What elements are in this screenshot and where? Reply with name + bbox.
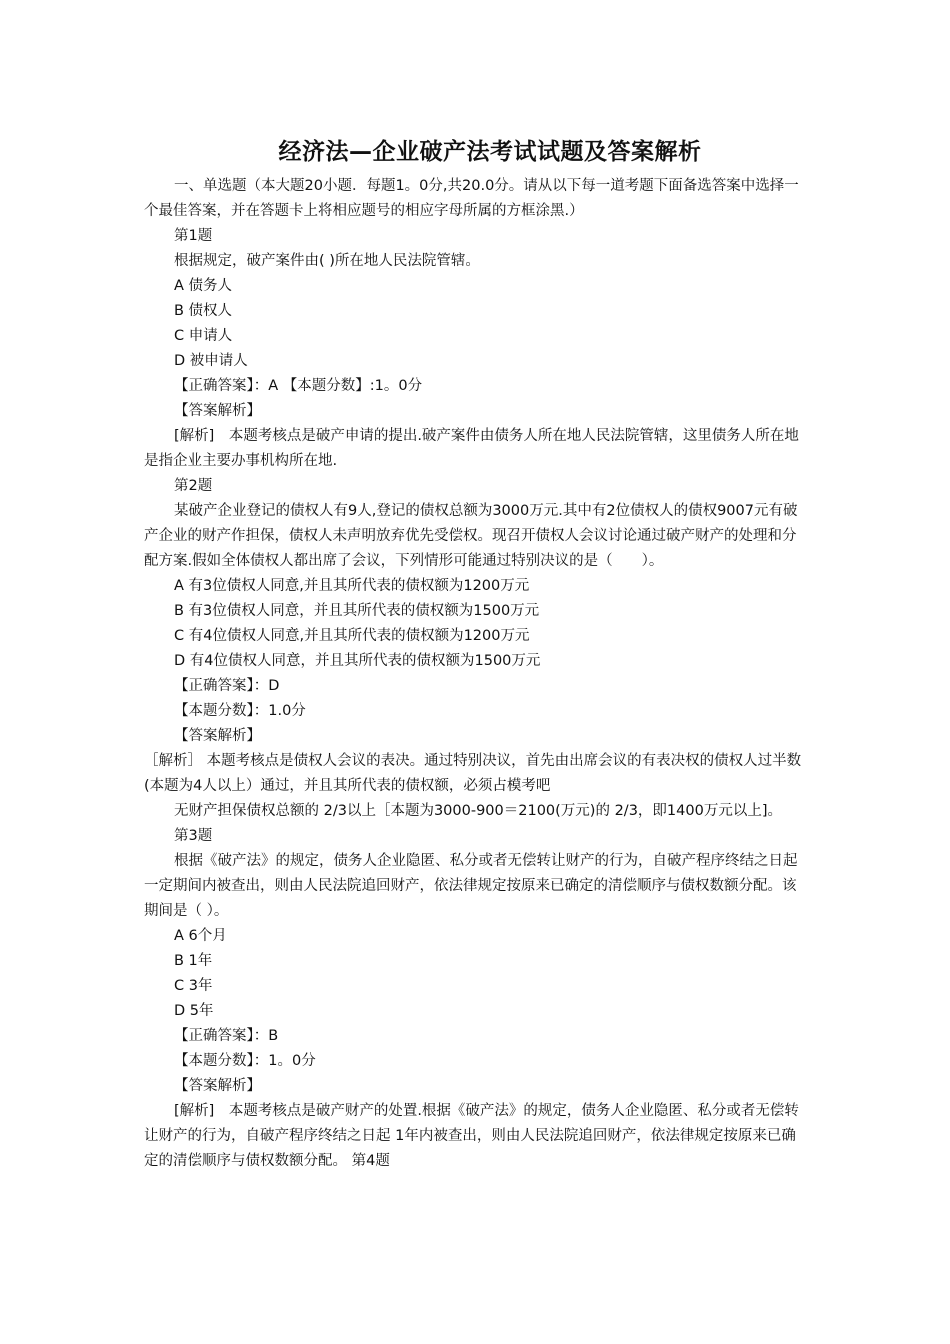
question-1-option-c: C 申请人 xyxy=(174,328,233,344)
question-1-stem: 根据规定，破产案件由( )所在地人民法院管辖。 xyxy=(174,253,480,269)
question-2-analysis-label: 【答案解析】 xyxy=(174,728,261,744)
question-3-option-c: C 3年 xyxy=(174,978,213,994)
question-2-score: 【本题分数】：1.0分 xyxy=(174,703,306,719)
question-2-analysis-continued: 无财产担保债权总额的 2/3以上［本题为3000-900＝2100(万元)的 2/3，即1400万元以上]。 xyxy=(174,803,782,819)
question-2-option-b: B 有3位债权人同意，并且其所代表的债权额为1500万元 xyxy=(174,603,540,619)
question-2-stem: 某破产企业登记的债权人有9人,登记的债权总额为3000万元.其中有2位债权人的债权9007元有破产企业的财产作担保，债权人未声明放弃优先受偿权。现召开债权人会议讨论通过破产财产的处理和分配方案.假如全体债权人都出席了会议，下列情形可能通过特别决议的是（ ）。 xyxy=(144,503,798,569)
section-intro: 一、单选题（本大题20小题．每题1。0分,共20.0分。请从以下每一道考题下面备选答案中选择一个最佳答案，并在答题卡上将相应题号的相应字母所属的方框涂黑.） xyxy=(144,178,799,219)
question-3-analysis: [解析] 本题考核点是破产财产的处置.根据《破产法》的规定，债务人企业隐匿、私分或者无偿转让财产的行为，自破产程序终结之日起 1年内被查出，则由人民法院追回财产，依法律规定按原来已确定的清偿顺序与债权数额分配。 第4题 xyxy=(144,1103,799,1169)
question-3-score: 【本题分数】：1。0分 xyxy=(174,1053,316,1069)
question-3-answer: 【正确答案】：B xyxy=(174,1028,279,1044)
question-3-option-a: A 6个月 xyxy=(174,928,227,944)
question-3-option-d: D 5年 xyxy=(174,1003,214,1019)
question-2-heading: 第2题 xyxy=(174,478,213,494)
document-title: 经济法—企业破产法考试试题及答案解析 xyxy=(278,139,702,165)
question-1-answer: 【正确答案】：A 【本题分数】:1。0分 xyxy=(174,378,423,394)
question-1-analysis: [解析] 本题考核点是破产申请的提出.破产案件由债务人所在地人民法院管辖，这里债务人所在地是指企业主要办事机构所在地. xyxy=(144,428,799,469)
question-1-heading: 第1题 xyxy=(174,228,213,244)
question-1-option-b: B 债权人 xyxy=(174,303,233,319)
document-body xyxy=(144,174,808,1174)
question-1-option-d: D 被申请人 xyxy=(174,353,248,369)
question-3-stem: 根据《破产法》的规定，债务人企业隐匿、私分或者无偿转让财产的行为，自破产程序终结之日起一定期间内被查出，则由人民法院追回财产，依法律规定按原来已确定的清偿顺序与债权数额分配。该期间是（ ）。 xyxy=(144,853,798,919)
question-3-option-b: B 1年 xyxy=(174,953,213,969)
question-1-option-a: A 债务人 xyxy=(174,278,233,294)
question-1-analysis-label: 【答案解析】 xyxy=(174,403,261,419)
question-3-analysis-label: 【答案解析】 xyxy=(174,1078,261,1094)
question-2-option-c: C 有4位债权人同意,并且其所代表的债权额为1200万元 xyxy=(174,628,530,644)
question-2-analysis: ［解析］ 本题考核点是债权人会议的表决。通过特别决议，首先由出席会议的有表决权的债权人过半数(本题为4人以上）通过，并且其所代表的债权额，必须占模考吧 xyxy=(144,753,802,794)
question-2-option-d: D 有4位债权人同意，并且其所代表的债权额为1500万元 xyxy=(174,653,541,669)
question-2-answer: 【正确答案】：D xyxy=(174,678,280,694)
question-3-heading: 第3题 xyxy=(174,828,213,844)
question-2-option-a: A 有3位债权人同意,并且其所代表的债权额为1200万元 xyxy=(174,578,530,594)
